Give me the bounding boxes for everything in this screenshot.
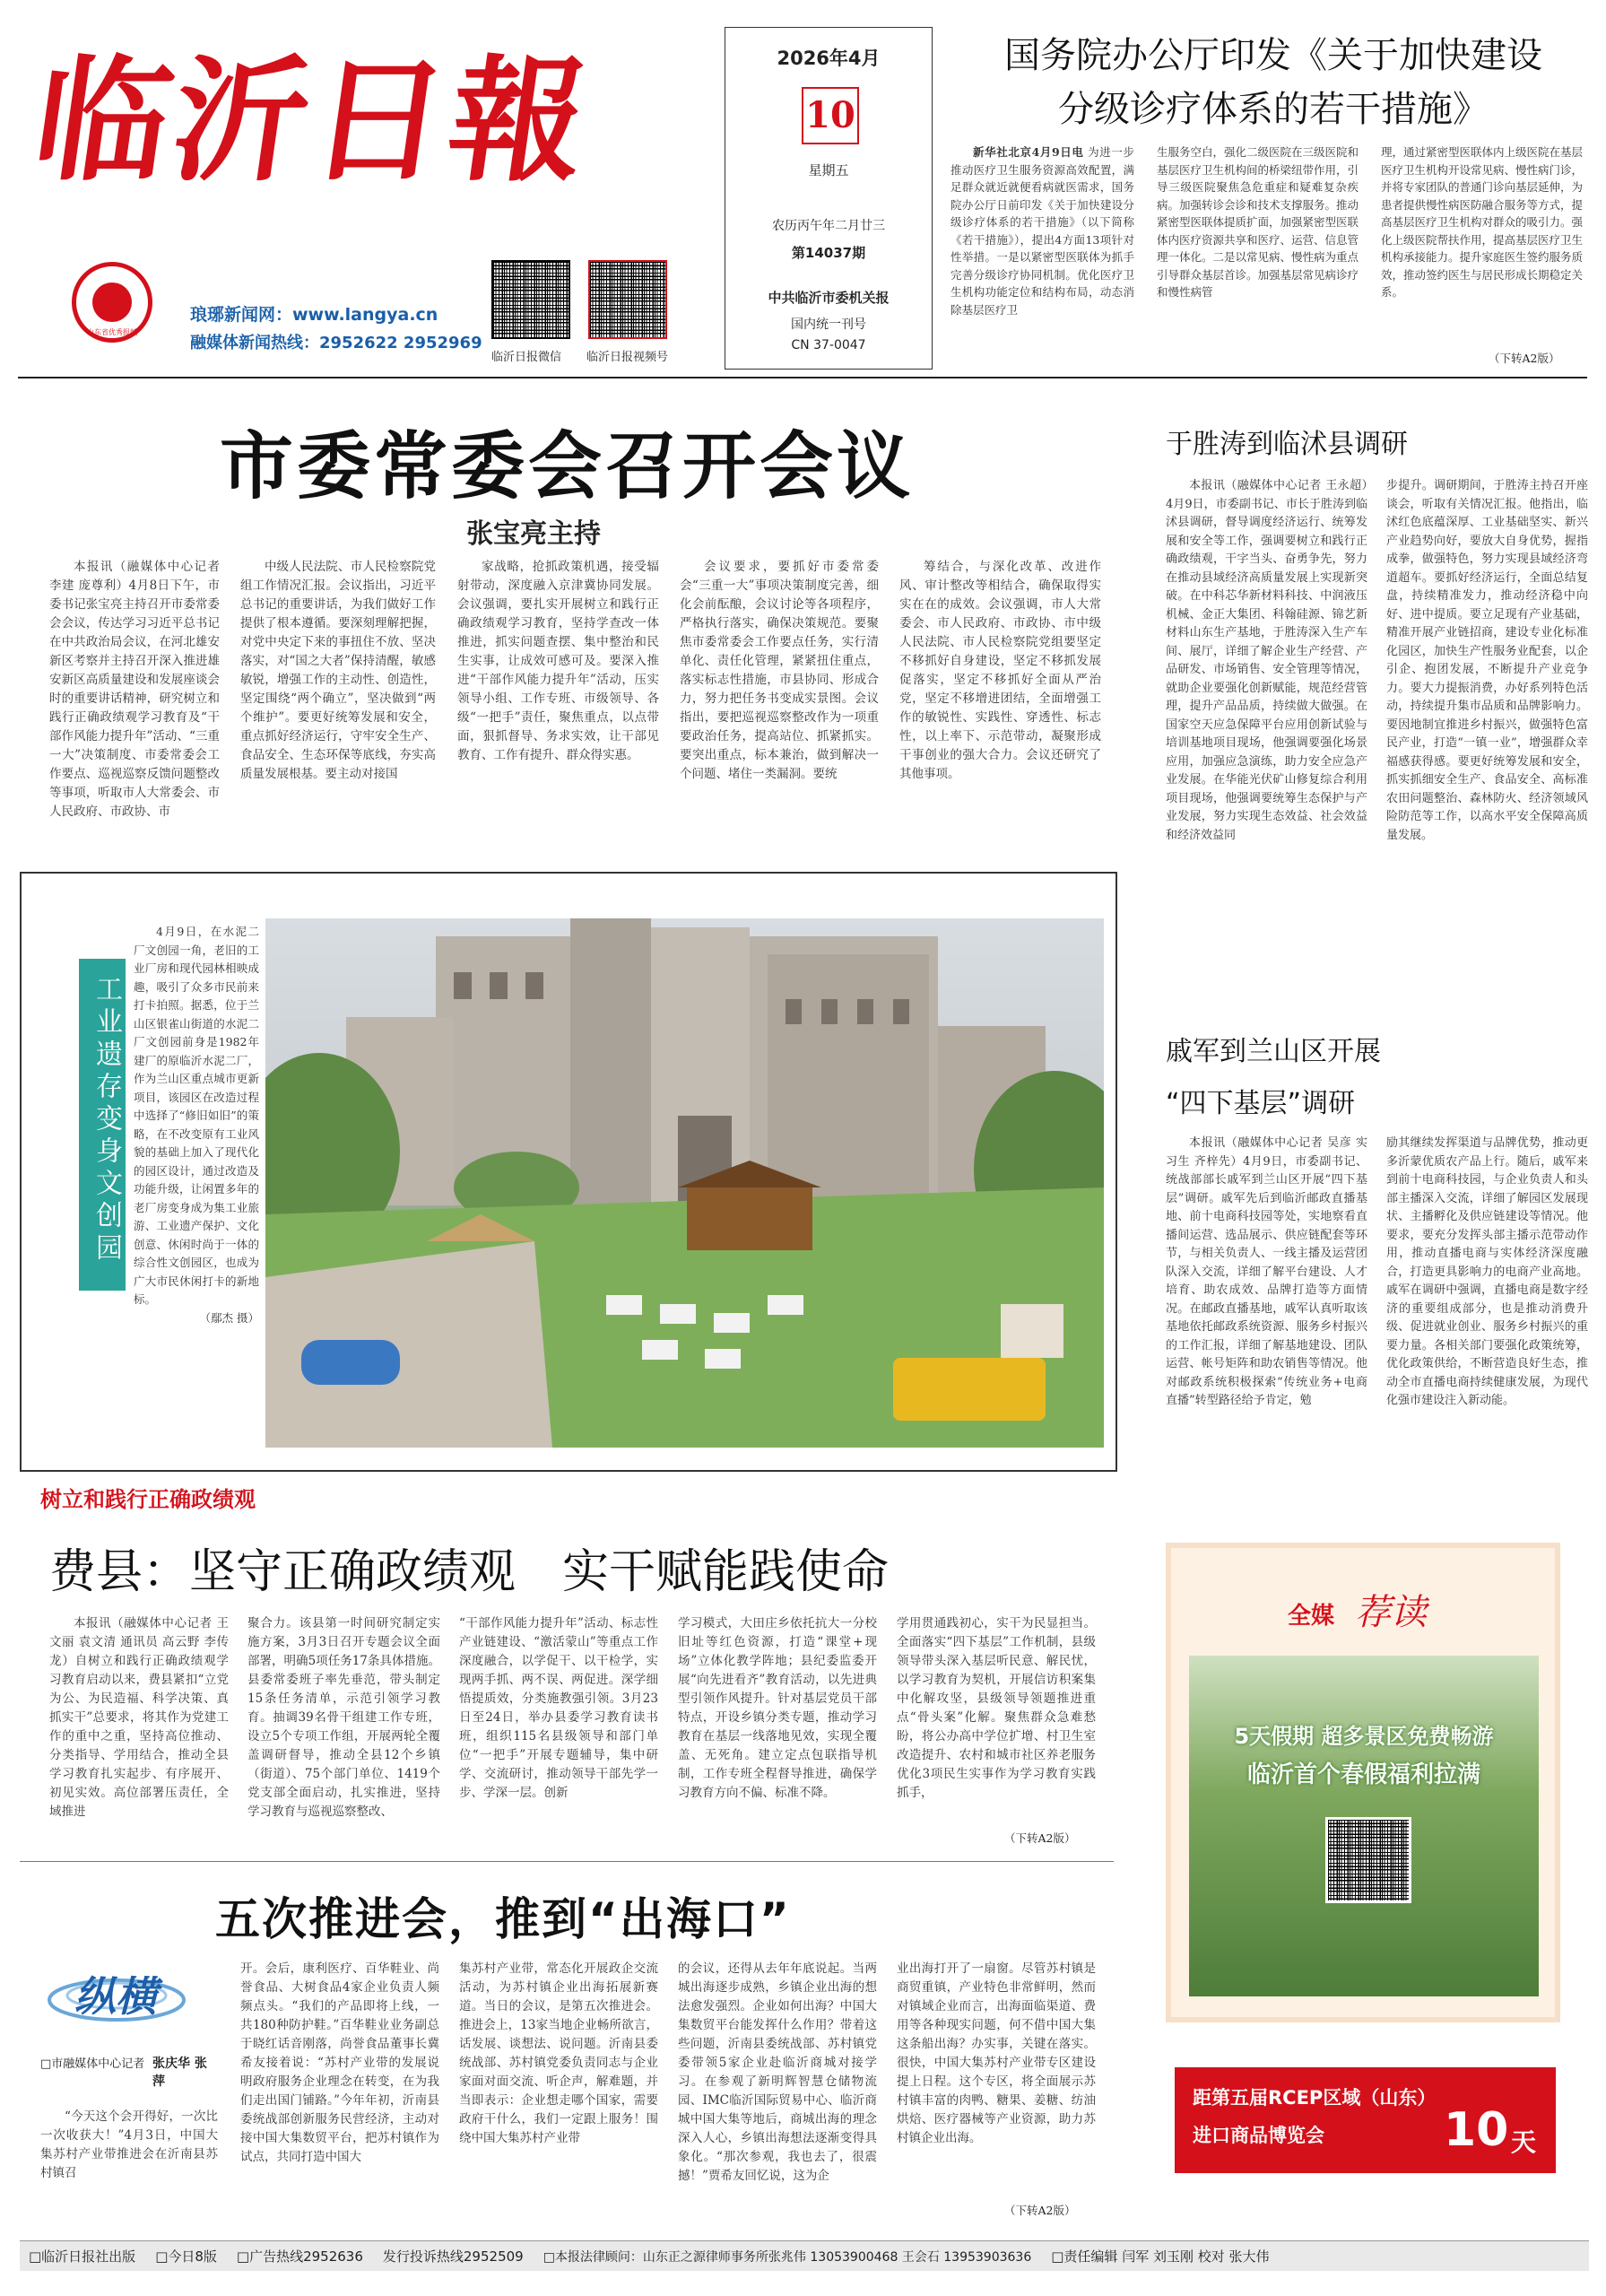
footer-complaint: 发行投诉热线2952509 [382, 2248, 524, 2265]
top-story-title-1: 国务院办公厅印发《关于加快建设 [1004, 35, 1542, 76]
zongheng-col-3 [459, 1960, 658, 2220]
main-story-col-1 [49, 558, 220, 849]
main-story-subtitle: 张宝亮主持 [466, 518, 601, 550]
feature-col-1 [49, 1614, 229, 1848]
photo-credit: （鄢杰 摄） [199, 1310, 259, 1325]
publisher: 中共临沂市委机关报 [768, 290, 890, 306]
rcep-days: 10 [1444, 2103, 1509, 2157]
cn-code: CN 37-0047 [791, 338, 866, 352]
zongheng-col-5 [897, 1960, 1096, 2202]
feature-title: 费县：坚守正确政绩观 实干赋能践使命 [49, 1545, 890, 1599]
zongheng-jump: （下转A2版） [1004, 2204, 1076, 2217]
main-story-text-5: 筹结合，与深化改革、改进作风、审计整改等相结合，确保取得实实在在的成效。会议强调，市人大常委会、市人民政府、市政协、市中级人民法院、市人民检察院党组要坚定不移抓好自身建设，坚定不移抓发展促落实，坚定不移抓好全面从严治党，坚定不移增进团结，全面增强工作的敏锐性、实践性、穿透性、标志性，以上率下、示范带动，凝聚形成干事创业的强大合力。会议还研究了其他事项。 [899, 560, 1101, 781]
zongheng-title: 五次推进会，推到“出海口” [215, 1893, 791, 1945]
main-story-text-1: 本报讯（融媒体中心记者 李建 庞尊利）4月8日下午，市委书记张宝亮主持召开市委常委会会议，传达学习习近平总书记在中共政治局会议，在河北雄安新区考察并主持召开深入推进雄安新区高质量建设和发展座谈会时的重要讲话精神，研究树立和践行正确政绩观学习教育及“干部作风能力提升年”活动、“三重一大”决策制度、市委常委会工作要点、巡视巡察反馈问题整改等事项，听取市人大常委会、市人民政府、市政协、市 [49, 560, 220, 819]
masthead-title: 临沂日報 [24, 42, 600, 200]
zongheng-byline-label: □市融媒体中心记者 [40, 2057, 145, 2071]
news-hotline: 融媒体新闻热线：2952622 2952969 [190, 334, 482, 352]
photo-vertical-title: 工业遗存变身文创园 [91, 975, 122, 1265]
top-story-lead: 新华社北京4月9日电 [973, 145, 1084, 159]
seal-text: 山东省优秀报纸 [87, 328, 137, 336]
photo-caption: 4月9日，在水泥二厂文创园一角，老旧的工业厂房和现代园林相映成趣，吸引了众多市民前来打卡拍照。据悉，位于兰山区银雀山街道的水泥二厂文创园前身是1982年建厂的原临沂水泥二厂，作为兰山区重点城市更新项目，该园区在改造过程中选择了“修旧如旧”的策略，在不改变原有工业风貌的基础上加入了现代化的园区设计，通过改造及功能升级，让闲置多年的老厂房变身成为集工业旅游、工业遗产保护、文化创意、休闲时尚于一体的综合性文创园区，也成为广大市民休闲打卡的新地标。 [134, 925, 259, 1306]
newspaper-seal-icon [72, 262, 152, 343]
footer-publisher: □临沂日报社出版 [29, 2248, 136, 2265]
ad-recommend[interactable] [1166, 1543, 1560, 2022]
side2-title: 戚军到兰山区开展 [1166, 1036, 1381, 1067]
top-story-text-1: 为进一步推动医疗卫生服务资源高效配置，满足群众就近就便看病就医需求，国务院办公厅日前印发《关于加快建设分级诊疗体系的若干措施》（以下简称《若干措施》），提出4方面13项针对性举措。一是以紧密型医联体为抓手完善分级诊疗协同机制。优化医疗卫生机构功能定位和结构布局，动态消除基层医疗卫 [951, 145, 1134, 317]
photo-vertical-title-bg [79, 959, 126, 1291]
feature-kicker: 树立和践行正确政绩观 [40, 1487, 256, 1512]
feature-rule [20, 1861, 1114, 1862]
zongheng-text-1: “今天这个会开得好，一次比一次收获大！”4月3日，中国大集苏村产业带推进会在沂南县苏村镇召 [40, 2109, 218, 2180]
photo-feature [20, 872, 1117, 1472]
top-story-col-1 [951, 144, 1134, 368]
zongheng-logo [40, 1960, 193, 2031]
feature-col-2 [247, 1614, 440, 1848]
side2-col-1 [1166, 1135, 1367, 1529]
ad-banner-2: 临沂首个春假福利拉满 [1246, 1761, 1480, 1788]
lunar-date: 农历丙午年二月廿三 [772, 219, 885, 233]
zongheng-logo-text: 纵横 [74, 1972, 157, 2021]
side1-text-2: 步提升。调研期间，于胜涛主持召开座谈会，听取有关情况汇报。他指出，临沭红色底蕴深厚、工业基础坚实、新兴产业趋势向好，要放大自身优势，握指成拳，做强特色，努力实现县域经济弯道超车。要抓好经济运行，全面总结复盘，持续精准发力，推动经济稳中向好、进中提质。要立足现有产业基础，精准开展产业链招商，建设专业化标准化园区，加快生产性服务业配套，以企引企、抱团发展，不断提升产业竞争力。要大力提振消费，办好系列特色活动，持续提升集市品质和品牌影响力。要因地制宜推进乡村振兴，做强特色富民产业，打造“一镇一业”，增强群众幸福感获得感。要更好统筹发展和安全，抓实抓细安全生产、食品安全、高标准农田问题整治、森林防火、经济领域风险防范等工作，以高水平安全保障高质量发展。 [1386, 479, 1588, 842]
feature-text-3: “干部作风能力提升年”活动、标志性产业链建设、“激活蒙山”等重点工作深度融合，以学促干、以干检学，实现两手抓、两不误、两促进。深学细悟提质效，分类施教强引领。3月23日至24日，举办县委学习教育读书班，组织115名县级领导和部门单位“一把手”开展专题辅导，集中研学、交流研讨，推动领导干部先学一步、学深一层。创新 [459, 1616, 658, 1800]
rcep-line-2: 进口商品博览会 [1193, 2125, 1324, 2146]
side1-text-1: 本报讯（融媒体中心记者 王永超）4月9日，市委副书记、市长于胜涛到临沭县调研，督导调度经济运行、统筹发展和安全等工作，强调要树立和践行正确政绩观，干字当头、奋勇争先，努力在推动县域经济高质量发展上实现新突破。在中科芯华新材料科技、中润液压机械、金正大集团、科翰硅源、锦艺新材料山东生产基地，于胜涛深入生产车间、展厅，详细了解企业生产经营、产品研发、市场销售、安全管理等情况，就助企业要强化创新赋能，规范经营管理，提升产品品质，持续做大做强。在国家空天应急保障平台应用创新试验与培训基地项目现场，他强调要强化场景应用，加强应急演练，助力安全应急产业发展。在华能光伏矿山修复综合利用项目现场，他强调要统筹生态保护与产业发展，努力实现生态效益、社会效益和经济效益同 [1166, 479, 1367, 842]
issue-number: 第14037期 [791, 245, 866, 261]
zongheng-text-2: 开。会后，康利医疗、百华鞋业、尚誉食品、大树食品4家企业负责人频频点头。“我们的产品即将上线，一共180种防护鞋。”百华鞋业业务副总于晓红话音刚落，尚誉食品董事长冀希友接着说：“苏村产业带的发展说明政府服务企业理念在转变，在为我们走出国门铺路。”今年年初，沂南县委统战部创新服务民营经济，主动对接中国大集数贸平台，把苏村镇作为试点，共同打造中国大 [240, 1961, 439, 2164]
side1-title: 于胜涛到临沭县调研 [1166, 429, 1408, 460]
top-story-title-2: 分级诊疗体系的若干措施》 [1058, 89, 1489, 130]
top-story-col-3 [1381, 144, 1583, 350]
ad-banner-1: 5天假期 超多景区免费畅游 [1234, 1724, 1494, 1749]
feature-text-1: 本报讯（融媒体中心记者 王文丽 袁文清 通讯员 高云野 李传龙）自树立和践行正确政绩观学习教育启动以来，费县紧扣“立党为公、为民造福、科学决策、真抓实干”总要求，将其作为党建工作的重中之重，坚持高位推动、分类指导、学用结合，推动全县学习教育扎实起步、有序展开、初见实效。高位部署压责任，全域推进 [49, 1616, 229, 1819]
domestic-code: 国内统一刊号 [791, 317, 866, 332]
side1-col-1 [1166, 477, 1367, 979]
ad-qr-icon[interactable] [1325, 1817, 1411, 1903]
feature-col-4 [678, 1614, 877, 1848]
zongheng-text-3: 集苏村产业带，常态化开展政企交流活动，为苏村镇企业出海拓展新赛道。当日的会议，是第五次推进会。推进会上，13家当地企业畅所欲言，话发展、谈想法、说问题。沂南县委统战部、苏村镇党委负责同志与企业家面对面交流、听企声，解难题，并当即表示：企业想走哪个国家，需要政府干什么，我们一定跟上服务！围绕中国大集苏村产业带 [459, 1961, 658, 2145]
side1-col-2 [1386, 477, 1588, 979]
qr2-label: 临沂日报视频号 [586, 351, 669, 364]
side2-col-2 [1386, 1135, 1588, 1529]
footer-editors: □责任编辑 闫军 刘玉刚 校对 张大伟 [1051, 2248, 1270, 2265]
ad-logo-a: 全媒 [1288, 1603, 1335, 1630]
zongheng-byline-names: 张庆华 张萍 [152, 2057, 207, 2089]
side2-text-2: 励其继续发挥渠道与品牌优势，推动更多沂蒙优质农产品上行。随后，戚军来到前十电商科技园，与企业负责人和头部主播深入交流，详细了解园区发展现状、主播孵化及供应链建设等情况。他要求，要充分发挥头部主播示范带动作用，推动直播电商与实体经济深度融合，打造更具影响力的电商产业高地。戚军在调研中强调，直播电商是数字经济的重要组成部分，也是推动消费升级、促进就业创业、服务乡村振兴的重要力量。各相关部门要强化政策统筹，优化政策供给，不断营造良好生态，推动全市直播电商持续健康发展，为现代化强市建设注入新动能。 [1386, 1136, 1588, 1407]
feature-text-2: 聚合力。该县第一时间研究制定实施方案，3月3日召开专题会议全面部署，明确5项任务17条具体措施。县委常委班子率先垂范，带头制定15条任务清单，示范引领学习教育。抽调39名骨干组建工作专班，设立5个专项工作组，开展两轮全覆盖调研督导，推动全县12个乡镇（街道）、75个部门单位、1419个党支部全面启动，扎实推进，坚持学习教育与巡视巡察整改、 [247, 1616, 440, 1819]
main-story-text-2: 中级人民法院、市人民检察院党组工作情况汇报。会议指出，习近平总书记的重要讲话，为我们做好工作提供了根本遵循。要深刻理解把握，对党中央定下来的事扭住不放、坚决落实，对“国之大者”保持清醒，敏感敏锐，增强工作的主动性、创造性，坚定围绕“两个确立”，坚决做到“两个维护”。要更好统筹发展和安全，重点抓好经济运行，守牢安全生产、食品安全、生态环保等底线，夯实高质量发展根基。要主动对接国 [240, 560, 436, 781]
photo-caption-box [134, 923, 259, 1425]
side2-text-1: 本报讯（融媒体中心记者 吴彦 实习生 齐梓先）4月9日，市委副书记、统战部部长戚军到兰山区开展“四下基层”调研。戚军先后到临沂邮政直播基地、前十电商科技园等处，实地察看直播间运营、选品展示、供应链配套等环节，与相关负责人、一线主播及运营团队深入交流，详细了解平台建设、人才培育、助农成效、品牌打造等方面情况。在邮政直播基地，戚军认真听取该基地依托邮政系统资源、服务乡村振兴的工作汇报，详细了解基地建设、团队运营、帐号矩阵和助农销售等情况。他对邮政系统积极探索“传统业务+电商直播”转型路径给予肯定，勉 [1166, 1136, 1367, 1407]
footer-ad-hotline: □广告热线2952636 [236, 2248, 363, 2265]
footer-legal: □本报法律顾问：山东正之源律师事务所张兆伟 13053900468 王会石 13953903636 [543, 2249, 1032, 2265]
rcep-line-1: 距第五届RCEP区域（山东） [1193, 2087, 1437, 2109]
factory-photo [265, 918, 1104, 1448]
main-story-text-3: 家战略，抢抓政策机遇，接受辐射带动，深度融入京津冀协同发展。会议强调，要扎实开展树立和践行正确政绩观学习教育，坚持学查改一体推进，抓实问题查摆、集中整治和民生实事，让成效可感可及。要深入推进“干部作风能力提升年”活动，压实领导小组、工作专班、市级领导、各级“一把手”责任，聚焦重点，以点带面，狠抓督导、务求实效，让干部见教育、工作有提升、群众得实惠。 [457, 560, 659, 762]
top-story-text-3: 理，通过紧密型医联体内上级医院在基层医疗卫生机构开设常见病、慢性病门诊，并将专家团队的普通门诊向基层延伸，为患者提供慢性病医防融合服务等方式，提高基层医疗卫生机构对群众的吸引力。强化上级医院帮扶作用，提高基层医疗卫生机构承接能力。提升家庭医生签约服务质效，推动签约医生与居民形成长期稳定关系。 [1381, 145, 1583, 299]
main-story-col-3 [457, 558, 659, 849]
feature-col-3 [459, 1614, 658, 1848]
zongheng-text-5: 业出海打开了一扇窗。尽管苏村镇是商贸重镇，产业特色非常鲜明，然而对镇域企业而言，出海面临渠道、费用等各种现实问题，何不借中国大集这条船出海？办实事，关键在落实。很快，中国大集苏村产业带专区建设提上日程。这个专区，将全面展示苏村镇丰富的肉鸭、糖果、姜糖、纺油烘焙、医疗器械等产业资源，助力苏村镇企业出海。 [897, 1961, 1096, 2145]
feature-text-5: 学用贯通践初心，实干为民显担当。全面落实“四下基层”工作机制，县级领导带头深入基层听民意、解民忧，以学习教育为契机，开展信访积案集中化解攻坚，县级领导领题推进重点“骨头案”化解。聚焦群众急难愁盼，将公办高中学位扩增、村卫生室改造提升、农村和城市社区养老服务优化3项民生实事作为学习教育实践抓手， [897, 1616, 1096, 1800]
date-year-month: 2026年4月 [777, 48, 881, 69]
masthead-rule [18, 377, 1587, 378]
site-link[interactable]: 琅琊新闻网：www.langya.cn [190, 305, 438, 325]
zongheng-col-2 [240, 1960, 439, 2220]
main-story-col-2 [240, 558, 436, 849]
wechat-qr-icon[interactable] [491, 260, 570, 339]
ad-rcep[interactable] [1175, 2067, 1556, 2173]
date-weekday: 星期五 [808, 162, 849, 178]
rcep-unit: 天 [1511, 2127, 1537, 2157]
main-story-text-4: 会议要求，要抓好市委常委会“三重一大”事项决策制度完善，细化会前酝酿，会议讨论等各项程序，严格执行落实，确保决策规范。要聚焦市委常委会工作要点任务，实行清单化、责任化管理，紧紧扭住重点，落实标志性措施，市县协同、形成合力，努力把任务书变成实景图。会议指出，要把巡视巡察整改作为一项重要政治任务，提高站位、抓紧抓实。要突出重点，标本兼治，做到解决一个问题、堵住一类漏洞。要统 [680, 560, 879, 781]
feature-text-4: 学习模式，大田庄乡依托抗大一分校旧址等红色资源，打造“课堂+现场”立体化教学阵地；县纪委监委开展“向先进看齐”教育活动，以先进典型引领作风提升。针对基层党员干部特点，开设乡镇分类专题，推动学习教育在基层一线落地见效，实现全覆盖、无死角。建立定点包联指导机制，工作专班全程督导推进，确保学习教育方向不偏、标准不降。 [678, 1616, 877, 1800]
footer-pages: □今日8版 [155, 2248, 217, 2265]
main-story-col-4 [680, 558, 879, 849]
top-story-col-2 [1157, 144, 1359, 368]
ad-logo-b: 荐读 [1355, 1592, 1427, 1633]
zongheng-text-4: 的会议，还得从去年年底说起。当两城出海逐步成熟，乡镇企业出海的想法愈发强烈。企业如何出海？中国大集数贸平台能发挥什么作用？带着这些问题，沂南县委统战部、苏村镇党委带领5家企业赴临沂商城对接学习。在参观了新明辉智慧仓储物流园、IMC临沂国际贸易中心、临沂商城中国大集等地后，商城出海的理念深入人心，乡镇出海想法逐渐变得具象化。“那次参观，我也去了，很震撼！”贾希友回忆说，这为企 [678, 1961, 877, 2183]
qr1-label: 临沂日报微信 [491, 351, 562, 364]
date-day: 10 [802, 87, 859, 144]
zongheng-col-4 [678, 1960, 877, 2220]
top-story-text-2: 生服务空白，强化二级医院在三级医院和基层医疗卫生机构间的桥梁纽带作用，引导三级医院聚焦急危重症和疑难复杂疾病。加强转诊会诊和技术支撑服务。推动紧密型医联体提质扩面，加强紧密型医联体内医疗资源共享和医疗、运营、信息管理一体化。二是以常见病、慢性病为重点引导群众基层首诊。加强基层常见病诊疗和慢性病管 [1157, 145, 1359, 299]
video-qr-icon[interactable] [588, 260, 667, 339]
footer-bar [20, 2240, 1589, 2271]
zongheng-col-1 [40, 2108, 218, 2224]
factory-photo-svg [265, 918, 1104, 1448]
feature-jump: （下转A2版） [1004, 1831, 1076, 1845]
top-story-jump: （下转A2版） [1489, 352, 1560, 365]
dateline-box [725, 27, 933, 370]
main-story-title: 市委常委会召开会议 [220, 424, 915, 509]
feature-col-5 [897, 1614, 1096, 1830]
side2-title2: “四下基层”调研 [1166, 1088, 1356, 1119]
main-story-col-5 [899, 558, 1101, 849]
